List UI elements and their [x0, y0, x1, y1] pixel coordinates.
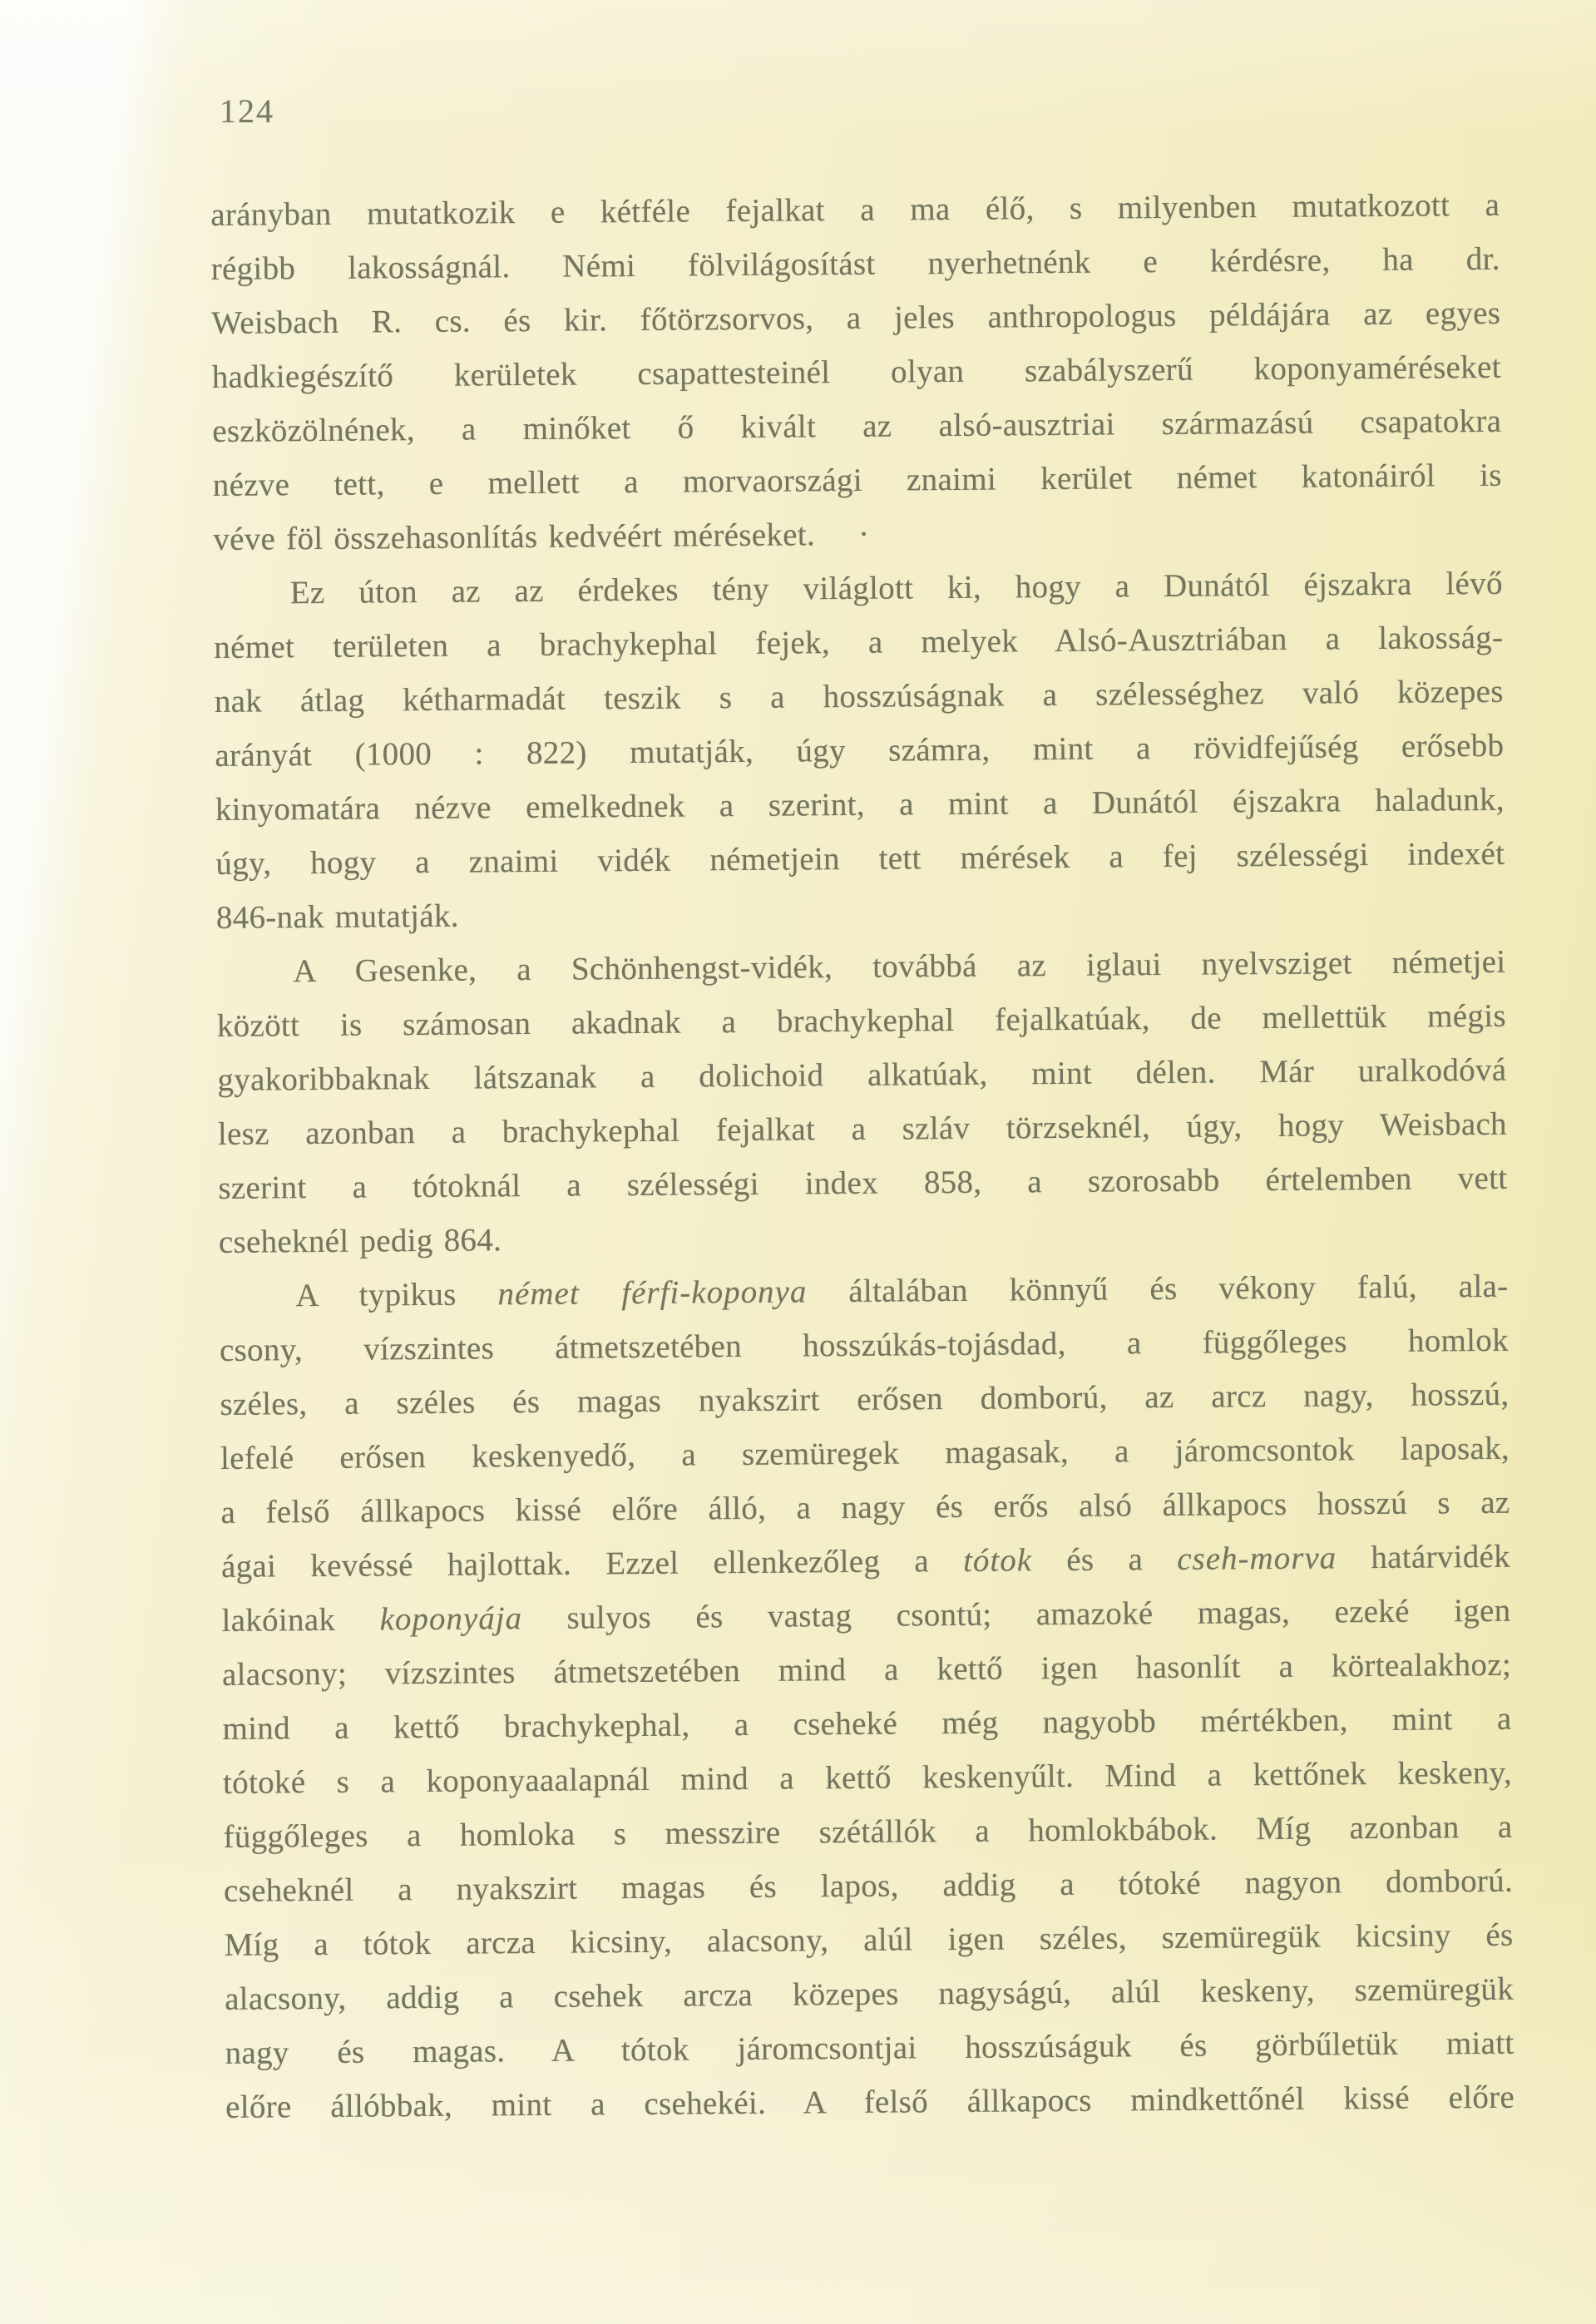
text-line: nagy és magas. A tótok járomcsontjai hosszúságuk és görbűletük miatt	[225, 2025, 1514, 2071]
text-line: véve föl összehasonlítás kedvéért méréseket. ·	[213, 516, 870, 557]
italic-run: koponyája	[379, 1600, 523, 1638]
text-line: tótoké s a koponyaaalapnál mind a kettő keskenyűlt. Mind a kettőnek keskeny,	[222, 1754, 1513, 1801]
text-line: alacsony, addig a csehek arcza közepes nagyságú, alúl keskeny, szemüregük	[224, 1970, 1514, 2017]
text-line: német területen a brachykephal fejek, a melyek Alsó-Ausztriában a lakosság-	[214, 619, 1504, 665]
text-line: arányát (1000 : 822) mutatják, úgy számra, mint a rövidfejűség erősebb	[215, 727, 1505, 774]
text-run: határvidék	[1337, 1538, 1511, 1576]
text-run: és a	[1031, 1540, 1178, 1579]
paragraph-3	[216, 935, 1508, 1269]
text-line: eszközölnének, a minőket ő kivált az alsó-ausztriai származású csapatokra	[212, 403, 1502, 449]
body-text	[210, 178, 1514, 2134]
text-line: arányban mutatkozik e kétféle fejalkat a ma élő, s milyenben mutatkozott a	[210, 186, 1500, 233]
text-line	[219, 1259, 1508, 1323]
italic-run: német férfi-koponya	[497, 1273, 808, 1313]
text-line: úgy, hogy a znaimi vidék németjein tett mérések a fej szélességi indexét	[215, 835, 1505, 882]
italic-run: cseh-morva	[1177, 1540, 1337, 1577]
text-line: hadkiegészítő kerületek csapattesteinél olyan szabályszerű koponyaméréseket	[211, 349, 1501, 395]
paragraph-2	[214, 556, 1506, 945]
text-line: A Gesenke, a Schönhengst-vidék, továbbá az iglaui nyelvsziget németjei	[293, 943, 1506, 990]
text-line: régibb lakosságnál. Némi fölvilágosítást nyerhetnénk e kérdésre, ha dr.	[210, 240, 1500, 287]
text-line: csony, vízszintes átmetszetében hosszúkás-tojásdad, a függőleges homlok	[219, 1322, 1510, 1368]
text-run: általában könnyű és vékony falú, ala-	[807, 1268, 1509, 1310]
text-line: 846-nak mutatják.	[215, 897, 459, 936]
text-line: cseheknél a nyakszirt magas és lapos, addig a tótoké nagyon domború.	[223, 1862, 1514, 1909]
paragraph-1	[210, 178, 1503, 566]
text-line: Ez úton az az érdekes tény világlott ki, hogy a Dunától éjszakra lévő	[289, 565, 1503, 611]
text-run: sulyos és vastag csontú; amazoké magas, ezeké igen	[521, 1592, 1511, 1637]
text-line: szerint a tótoknál a szélességi index 858, a szorosabb értelemben vett	[218, 1160, 1508, 1206]
page-number: 124	[220, 92, 274, 130]
text-line: nézve tett, e mellett a morvaországi znaimi kerület német katonáiról is	[212, 457, 1502, 503]
paragraph-4	[219, 1259, 1514, 2134]
text-line: Míg a tótok arcza kicsiny, alacsony, alúl igen széles, szemüregük kicsiny és	[224, 1916, 1514, 1963]
text-line: függőleges a homloka s messzire szétállók a homlokbábok. Míg azonban a	[223, 1808, 1513, 1855]
text-line: alacsony; vízszintes átmetszetében mind a kettő igen hasonlít a körtealakhoz;	[221, 1646, 1512, 1693]
text-line: lesz azonban a brachykephal fejalkat a szláv törzseknél, úgy, hogy Weisbach	[217, 1105, 1508, 1152]
text-line: nak átlag kétharmadát teszik s a hosszúságnak a szélességhez való közepes	[214, 673, 1504, 719]
text-line: kinyomatára nézve emelkednek a szerint, a mint a Dunától éjszakra haladunk,	[215, 781, 1505, 828]
text-line: a felső állkapocs kissé előre álló, a nagy és erős alsó állkapocs hosszú s az	[220, 1484, 1510, 1530]
text-line	[221, 1530, 1510, 1594]
text-line: cseheknél pedig 864.	[218, 1222, 502, 1260]
text-line	[221, 1584, 1510, 1648]
italic-run: tótok	[962, 1542, 1033, 1579]
text-line: előre állóbbak, mint a csehekéi. A felső állkapocs mindkettőnél kissé előre	[225, 2079, 1515, 2125]
text-line: között is számosan akadnak a brachykephal fejalkatúak, de mellettük mégis	[216, 997, 1507, 1044]
text-line: gyakoribbaknak látszanak a dolichoid alkatúak, mint délen. Már uralkodóvá	[217, 1051, 1507, 1098]
text-run: lakóinak	[221, 1601, 380, 1639]
text-line: lefelé erősen keskenyedő, a szemüregek magasak, a járomcsontok laposak,	[220, 1430, 1510, 1476]
text-run: ágai kevéssé hajlottak. Ezzel ellenkezőleg a	[220, 1542, 964, 1585]
text-line: Weisbach R. cs. és kir. főtörzsorvos, a jeles anthropologus példájára az egyes	[211, 294, 1501, 341]
text-line: széles, a széles és magas nyakszirt erősen domború, az arcz nagy, hosszú,	[220, 1376, 1510, 1422]
text-line: mind a kettő brachykephal, a cseheké még nagyobb mértékben, mint a	[222, 1700, 1512, 1747]
text-run: A typikus	[295, 1276, 498, 1314]
